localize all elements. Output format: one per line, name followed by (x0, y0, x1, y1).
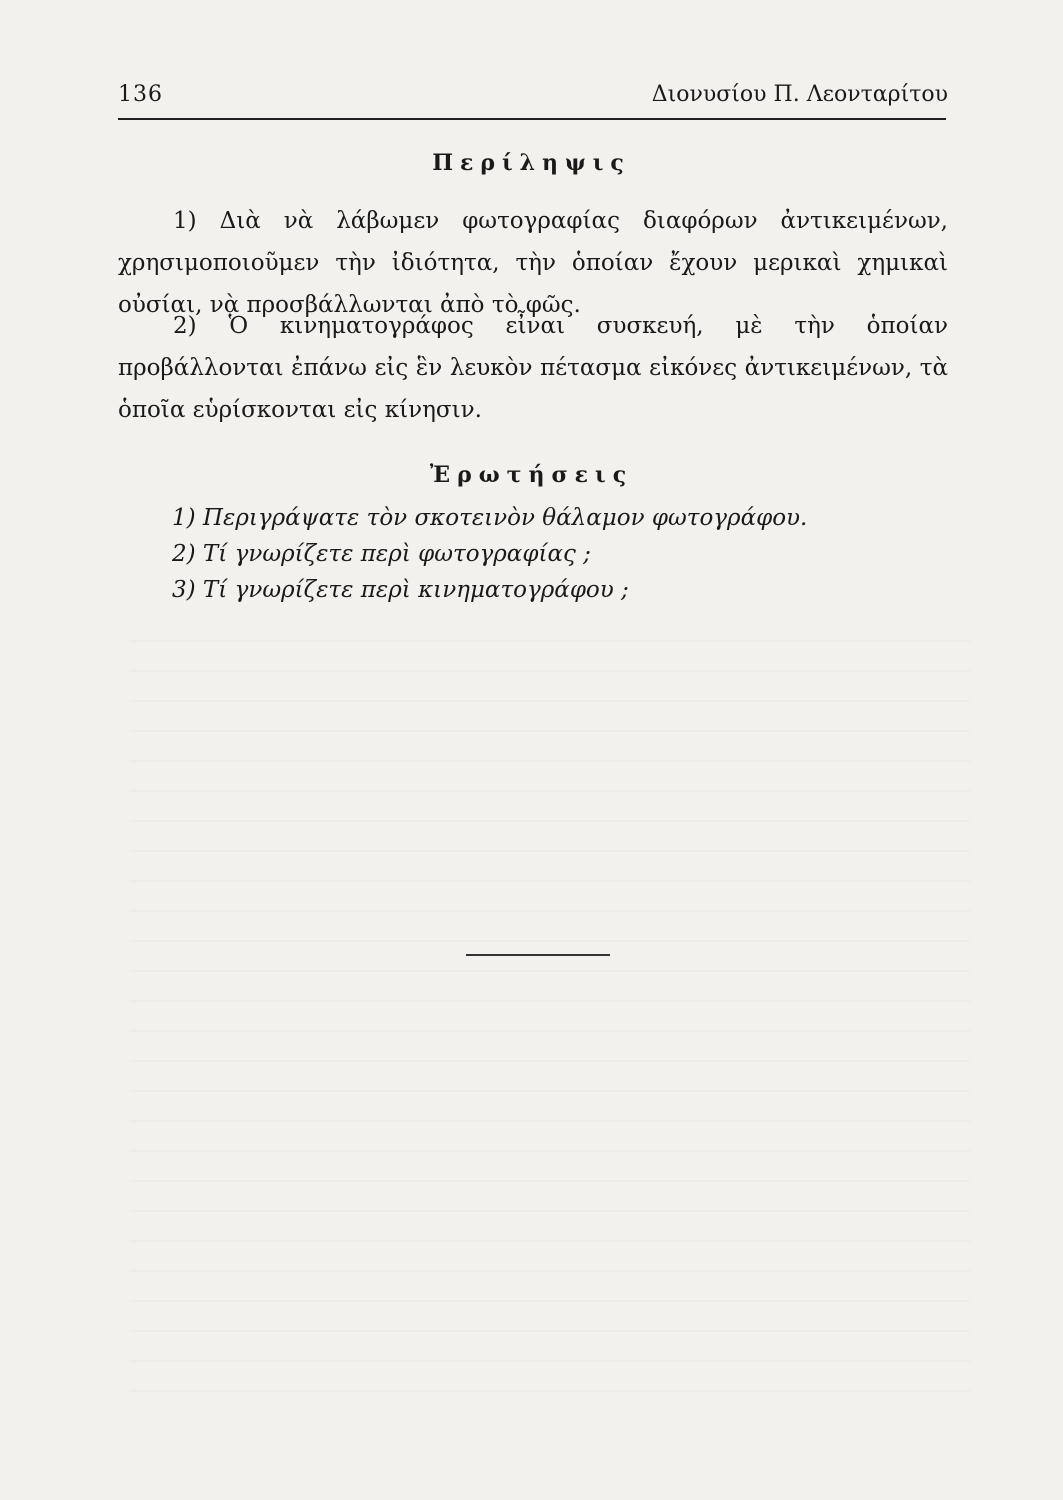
summary-paragraph-1: 1) Διὰ νὰ λάβωμεν φωτογραφίας διαφόρων ἀντικειμένων, χρησιμοποιοῦμεν τὴν ἰδιότητα, τὴν ὁποίαν ἔχουν μερικαὶ χημικαὶ οὐσίαι, νὰ προσβάλλωνται ἀπὸ τὸ φῶς. (118, 208, 948, 318)
page-number: 136 (118, 82, 163, 107)
question-item-2: 2) Τί γνωρίζετε περὶ φωτογραφίας ; (172, 541, 591, 567)
questions-list (172, 500, 932, 608)
section-end-rule (466, 954, 610, 956)
running-head: Διονυσίου Π. Λεονταρίτου (651, 82, 948, 107)
summary-title: Περίληψις (432, 150, 631, 176)
questions-title: Ἐρωτήσεις (429, 462, 634, 488)
show-through-texture (130, 640, 970, 1400)
question-item-1: 1) Περιγράψατε τὸν σκοτεινὸν θάλαμον φωτογράφου. (172, 505, 808, 531)
header-rule (118, 118, 946, 120)
page-header (118, 82, 948, 116)
summary-paragraph-2: 2) Ὁ κινηματογράφος εἶναι συσκευή, μὲ τὴν ὁποίαν προβάλλονται ἐπάνω εἰς ἓν λευκὸν πέτασμα εἰκόνες ἀντικειμένων, τὰ ὁποῖα εὑρίσκονται εἰς κίνησιν. (118, 313, 948, 423)
question-item-3: 3) Τί γνωρίζετε περὶ κινηματογράφου ; (172, 577, 629, 603)
